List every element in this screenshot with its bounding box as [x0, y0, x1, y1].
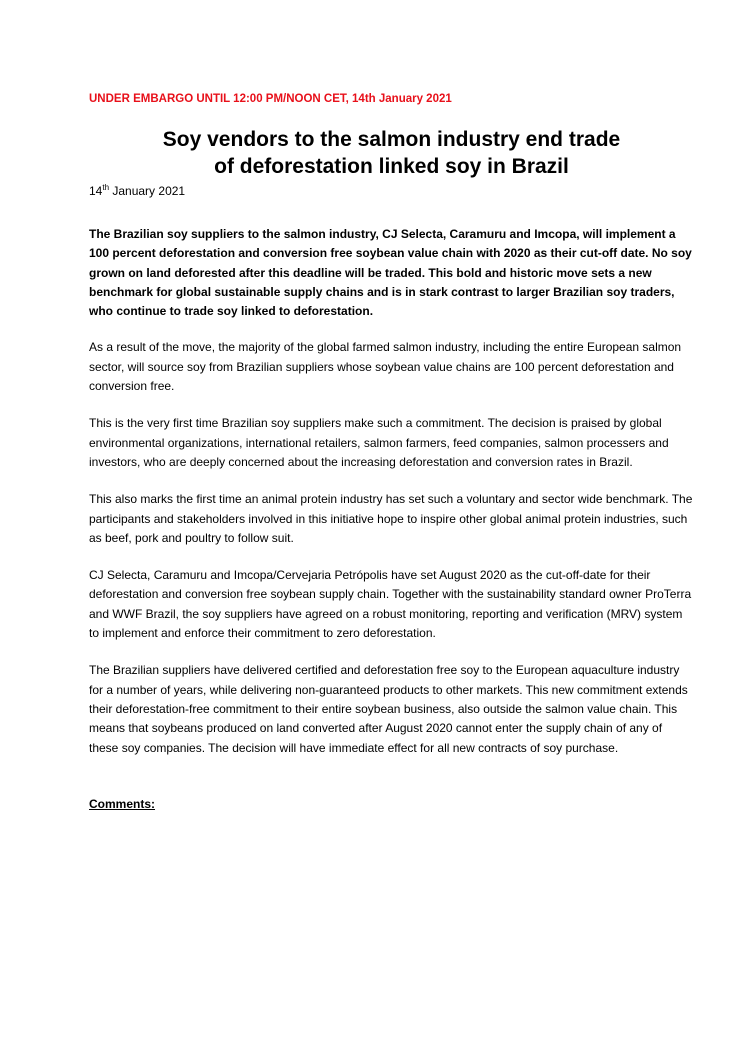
- headline-line-2: of deforestation linked soy in Brazil: [214, 155, 569, 178]
- headline: [89, 126, 694, 180]
- press-release-page: [89, 92, 694, 824]
- comments-heading: Comments:: [89, 796, 156, 811]
- body-paragraph-2: This is the very first time Brazilian soy suppliers make such a commitment. The decision is praised by global environmental organizations, international retailers, salmon farmers, feed companies, salmon processers and investors, who are deeply concerned about the increasing deforestation and conversion rates in Brazil.: [89, 416, 669, 469]
- body-paragraph-1: As a result of the move, the majority of the global farmed salmon industry, including the entire European salmon sector, will source soy from Brazilian suppliers whose soybean value chains are 100 percent deforestation and conversion free.: [89, 340, 682, 394]
- body-paragraph-3: This also marks the first time an animal protein industry has set such a voluntary and sector wide benchmark. The participants and stakeholders involved in this initiative hope to inspire other global animal protein industries, such as beef, pork and poultry to follow suit.: [89, 492, 693, 545]
- headline-line-1: Soy vendors to the salmon industry end trade: [162, 128, 621, 151]
- body-paragraph-5: The Brazilian suppliers have delivered certified and deforestation free soy to the European aquaculture industry for a number of years, while delivering non-guaranteed products to other markets. This new commitment extends their deforestation-free commitment to their entire soybean business, also outside the salmon value chain. This means that soybeans produced on land converted after August 2020 cannot enter the supply chain of any of these soy companies. The decision will have immediate effect for all new contracts of soy purchase.: [89, 663, 688, 755]
- date-rest: January 2021: [109, 184, 186, 198]
- lead-paragraph: The Brazilian soy suppliers to the salmon industry, CJ Selecta, Caramuru and Imcopa, will implement a 100 percent deforestation and conversion free soybean value chain with 2020 as their cut-off date. No soy grown on land deforested after this deadline will be traded. This bold and historic move sets a new benchmark for global sustainable supply chains and is in stark contrast to larger Brazilian soy traders, who continue to trade soy linked to deforestation.: [89, 227, 692, 319]
- body-paragraph-4: CJ Selecta, Caramuru and Imcopa/Cervejaria Petrópolis have set August 2020 as the cut-off-date for their deforestation and conversion free soybean supply chain. Together with the sustainability standard owner ProTerra and WWF Brazil, the soy suppliers have agreed on a robust monitoring, reporting and verification (MRV) system to implement and enforce their commitment to zero deforestation.: [89, 568, 692, 641]
- date-suffix: th: [102, 183, 110, 192]
- release-date: [89, 183, 694, 199]
- date-day: 14: [89, 184, 103, 198]
- embargo-notice: UNDER EMBARGO UNTIL 12:00 PM/NOON CET, 14th January 2021: [89, 93, 452, 105]
